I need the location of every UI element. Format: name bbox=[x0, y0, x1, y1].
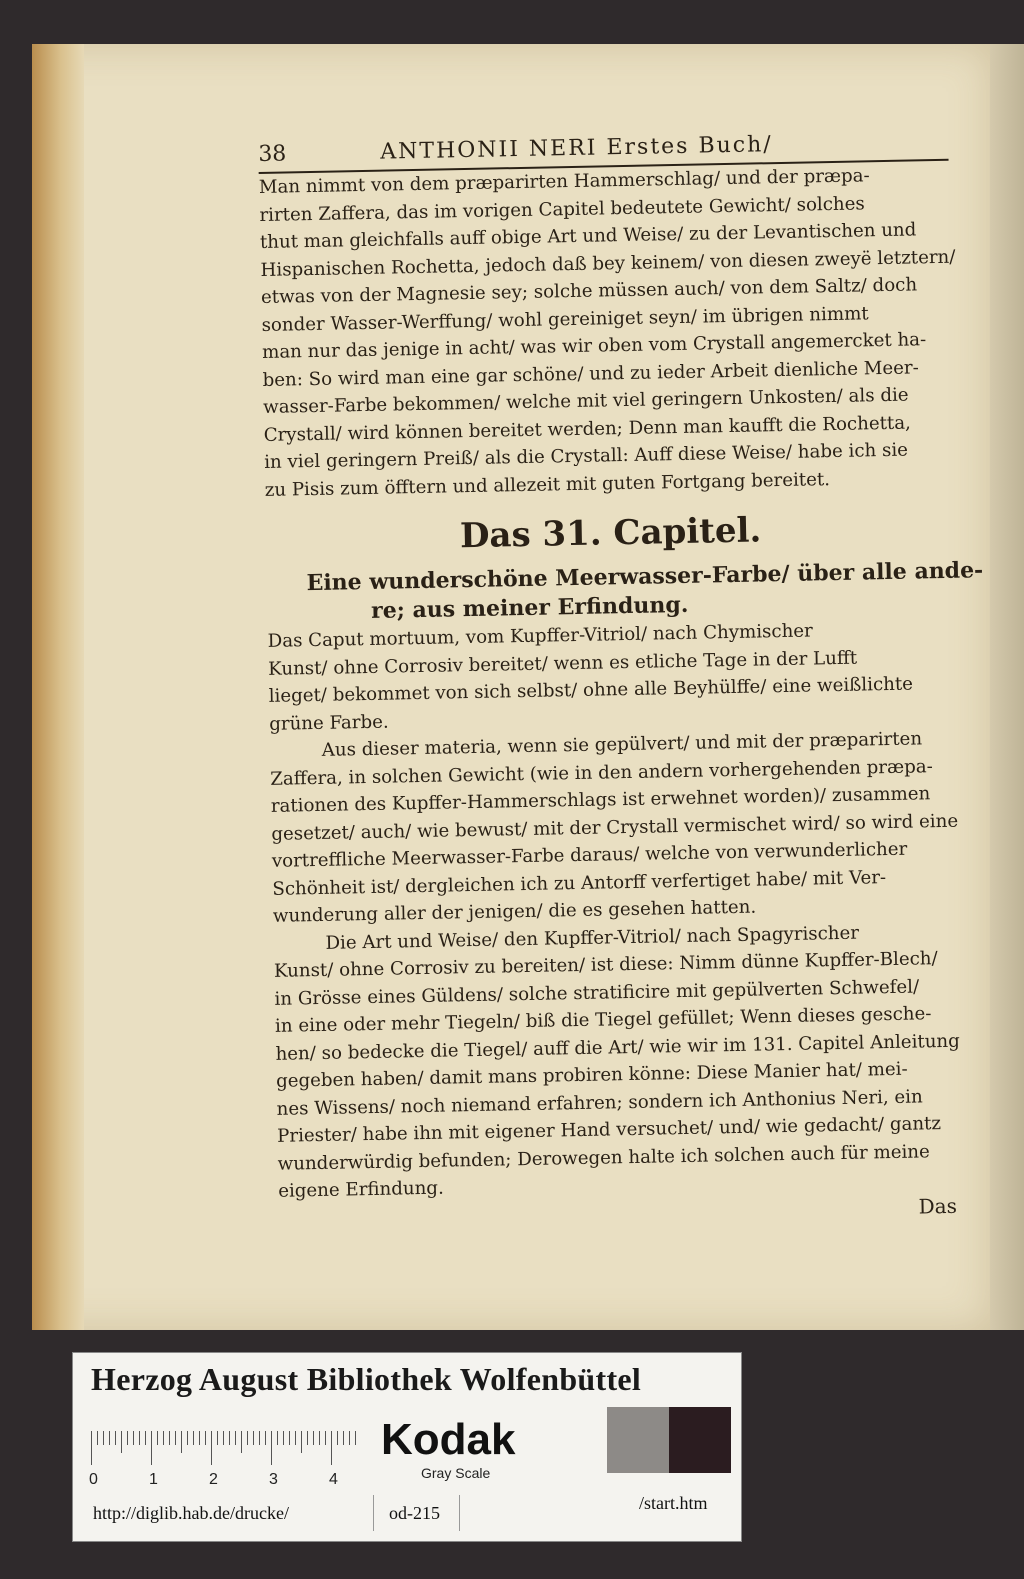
text-line: Kunst/ ohne Corrosiv bereitet/ wenn es etliche Tage in der Lufft bbox=[267, 647, 858, 680]
text-line: eigene Erfindung. bbox=[278, 1177, 444, 1202]
ruler-tick bbox=[343, 1431, 344, 1445]
page-gutter bbox=[984, 44, 1024, 1330]
ruler-tick bbox=[97, 1431, 98, 1445]
ruler-tick bbox=[199, 1431, 200, 1445]
text-line: Schönheit ist/ dergleichen ich zu Antorff verfertiget habe/ mit Ver- bbox=[272, 866, 887, 900]
ruler-tick bbox=[133, 1431, 134, 1445]
text-line: in viel geringern Preiß/ als die Crystall: Auff diese Weise/ habe ich sie bbox=[264, 439, 909, 473]
ruler-tick bbox=[247, 1431, 248, 1445]
page-text bbox=[258, 125, 984, 1236]
ruler-tick bbox=[319, 1431, 320, 1445]
ruler-tick bbox=[115, 1431, 116, 1445]
ruler-tick bbox=[169, 1431, 170, 1445]
swatch-white bbox=[549, 1407, 607, 1473]
ruler-tick bbox=[313, 1431, 314, 1445]
text-line: Zaffera, in solchen Gewicht (wie in den andern vorhergehenden præpa- bbox=[270, 755, 933, 790]
ruler-tick bbox=[181, 1431, 182, 1453]
text-line: Man nimmt von dem præparirten Hammerschlag/ und der præpa- bbox=[258, 165, 870, 198]
ruler-tick bbox=[229, 1431, 230, 1445]
ruler-tick bbox=[127, 1431, 128, 1445]
ruler-tick bbox=[295, 1431, 296, 1445]
text-line: sonder Wasser-Werffung/ wohl gereiniget seyn/ im übrigen nimmt bbox=[261, 302, 869, 336]
swatch-black bbox=[669, 1407, 731, 1473]
ruler-tick bbox=[265, 1431, 266, 1445]
ruler-tick bbox=[325, 1431, 326, 1445]
ruler-tick bbox=[253, 1431, 254, 1445]
text-line: in Grösse eines Güldens/ solche stratificire mit gepülverten Schwefel/ bbox=[274, 975, 920, 1010]
text-line: rationen des Kupffer-Hammerschlags ist erwehnet worden)/ zusammen bbox=[270, 783, 931, 817]
paragraph-2 bbox=[267, 615, 959, 738]
text-line: grüne Farbe. bbox=[269, 711, 389, 735]
ruler-tick bbox=[283, 1431, 284, 1445]
ruler-tick bbox=[175, 1431, 176, 1445]
url-suffix: /start.htm bbox=[639, 1493, 708, 1513]
ruler-tick bbox=[289, 1431, 290, 1445]
ruler-tick bbox=[163, 1431, 164, 1445]
catchword: Das bbox=[918, 1193, 958, 1219]
text-line: zu Pisis zum öfftern und allezeit mit guten Fortgang bereitet. bbox=[264, 468, 831, 501]
ruler-tick bbox=[277, 1431, 278, 1445]
subtitle-line: re; aus meiner Erfindung. bbox=[370, 591, 689, 624]
text-line: wasser-Farbe bekommen/ welche mit viel geringern Unkosten/ als die bbox=[262, 384, 909, 418]
text-line: lieget/ bekommet von sich selbst/ ohne alle Beyhülffe/ eine weißlichte bbox=[268, 673, 914, 707]
swatch-gray bbox=[607, 1407, 669, 1473]
text-line: vortreffliche Meerwasser-Farbe daraus/ welche von verwunderlicher bbox=[271, 838, 908, 872]
ruler-tick bbox=[307, 1431, 308, 1445]
ruler-tick bbox=[91, 1431, 92, 1465]
text-line: gesetzet/ auch/ wie bewust/ mit der Crystall vermischet wird/ so wird eine bbox=[271, 810, 959, 845]
divider bbox=[373, 1495, 374, 1531]
text-line: Priester/ habe ihn mit eigener Hand versuchet/ und/ wie gedacht/ gantz bbox=[276, 1113, 942, 1147]
ruler-number: 3 bbox=[269, 1471, 278, 1488]
running-title: ANTHONII NERI Erstes Buch/ bbox=[380, 132, 773, 165]
ruler-tick bbox=[109, 1431, 110, 1445]
text-line: wunderwürdig befunden; Derowegen halte ich solchen auch für meine bbox=[277, 1140, 930, 1175]
ruler-tick bbox=[103, 1431, 104, 1445]
text-line: Aus dieser materia, wenn sie gepülvert/ und mit der præparirten bbox=[321, 728, 923, 761]
ruler-number: 4 bbox=[329, 1471, 338, 1488]
text-line: wunderung aller der jenigen/ die es gesehen hatten. bbox=[272, 896, 757, 927]
text-line: man nur das jenige in acht/ was wir oben vom Crystall angemercket ha- bbox=[261, 329, 927, 363]
ruler-tick bbox=[217, 1431, 218, 1445]
text-line: rirten Zaffera, das im vorigen Capitel bedeutete Gewicht/ solches bbox=[259, 192, 865, 226]
ruler-number: 0 bbox=[89, 1471, 98, 1488]
ruler-number: 1 bbox=[149, 1471, 158, 1488]
ruler-tick bbox=[145, 1431, 146, 1445]
ruler-tick bbox=[187, 1431, 188, 1445]
ruler-tick bbox=[235, 1431, 236, 1445]
ruler-tick bbox=[301, 1431, 302, 1453]
text-line: Kunst/ ohne Corrosiv zu bereiten/ ist diese: Nimm dünne Kupffer-Blech/ bbox=[273, 948, 938, 982]
url-prefix: http://diglib.hab.de/drucke/ bbox=[93, 1503, 289, 1523]
text-line: thut man gleichfalls auff obige Art und Weise/ zu der Levantischen und bbox=[259, 219, 917, 253]
ruler-tick bbox=[205, 1431, 206, 1445]
chapter-title: Das 31. Capitel. bbox=[459, 510, 762, 557]
text-line: Die Art und Weise/ den Kupffer-Vitriol/ nach Spagyrischer bbox=[325, 922, 860, 954]
text-line: Crystall/ wird können bereitet werden; Denn man kaufft die Rochetta, bbox=[263, 412, 912, 446]
ruler-tick bbox=[259, 1431, 260, 1445]
text-line: Das Caput mortuum, vom Kupffer-Vitriol/ nach Chymischer bbox=[267, 620, 813, 652]
paragraph-3 bbox=[270, 725, 964, 931]
ruler-tick bbox=[151, 1431, 152, 1465]
ruler-tick bbox=[271, 1431, 272, 1465]
ruler-tick bbox=[193, 1431, 194, 1445]
ruler-tick bbox=[211, 1431, 212, 1465]
page-binding-edge bbox=[32, 44, 84, 1330]
ruler bbox=[91, 1431, 359, 1471]
ruler-tick bbox=[337, 1431, 338, 1445]
divider bbox=[459, 1495, 460, 1531]
page-number: 38 bbox=[258, 141, 287, 167]
scale-label: Gray Scale bbox=[421, 1465, 491, 1481]
text-line: gegeben haben/ damit mans probiren könne: Diese Manier hat/ mei- bbox=[275, 1058, 908, 1092]
paragraph-4 bbox=[273, 917, 968, 1205]
ruler-tick bbox=[223, 1431, 224, 1445]
subtitle-line: Eine wunderschöne Meerwasser-Farbe/ über alle ande- bbox=[306, 557, 984, 597]
ruler-tick bbox=[121, 1431, 122, 1453]
paragraph-1 bbox=[259, 161, 955, 504]
color-calibration-target bbox=[72, 1352, 742, 1542]
ruler-tick bbox=[139, 1431, 140, 1445]
ruler-tick bbox=[241, 1431, 242, 1453]
url-id: od-215 bbox=[389, 1503, 440, 1523]
text-line: ben: So wird man eine gar schöne/ und zu ieder Arbeit dienliche Meer- bbox=[262, 356, 919, 391]
brand-logo: Kodak bbox=[381, 1415, 516, 1464]
text-line: etwas von der Magnesie sey; solche müssen auch/ von dem Saltz/ doch bbox=[260, 274, 918, 308]
ruler-tick bbox=[157, 1431, 158, 1445]
text-line: in eine oder mehr Tiegeln/ biß die Tiegel gefüllet; Wenn dieses gesche- bbox=[274, 1003, 932, 1037]
text-line: hen/ so bedecke die Tiegel/ auff die Art/ wie wir im 131. Capitel Anleitung bbox=[275, 1030, 960, 1065]
ruler-number: 2 bbox=[209, 1471, 218, 1488]
ruler-tick bbox=[349, 1431, 350, 1445]
text-line: Hispanischen Rochetta, jedoch daß bey keinem/ von diesen zweyë letztern/ bbox=[260, 246, 956, 281]
ruler-tick bbox=[355, 1431, 356, 1445]
ruler-tick bbox=[331, 1431, 332, 1465]
library-name: Herzog August Bibliothek Wolfenbüttel bbox=[91, 1361, 642, 1397]
text-line: nes Wissens/ noch niemand erfahren; sondern ich Anthonius Neri, ein bbox=[276, 1085, 923, 1120]
